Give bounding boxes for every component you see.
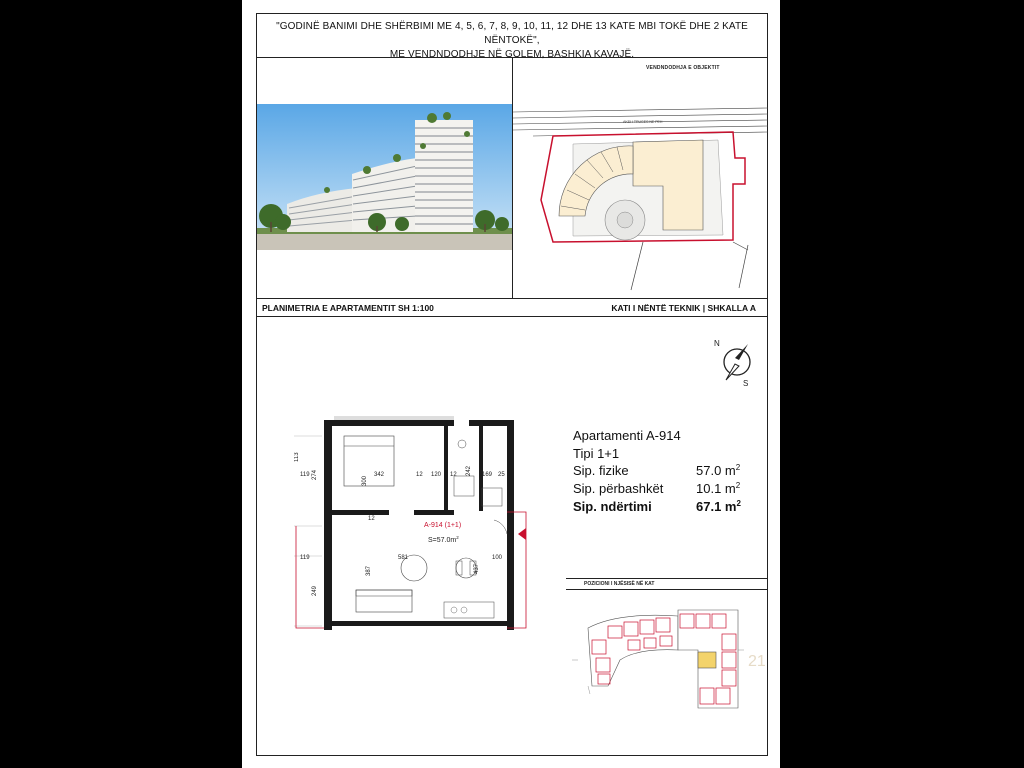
dim-242: 242 (466, 465, 472, 476)
divider-keyplan-label-top (566, 578, 768, 579)
dim-437: 437 (474, 563, 480, 574)
divider-section-title (256, 316, 768, 317)
apartment-type: Tipi 1+1 (573, 446, 620, 461)
info-label: Sip. përbashkët (573, 481, 664, 496)
dim-12-a: 12 (416, 472, 423, 478)
project-title (256, 20, 768, 62)
apartment-plan-title: PLANIMETRIA E APARTAMENTIT SH 1:100 (262, 303, 434, 313)
unit-area-sup: 2 (456, 535, 459, 540)
info-label: Sip. ndërtimi (573, 499, 652, 514)
project-title-line-1: "GODINË BANIMI DHE SHËRBIMI ME 4, 5, 6, 7, 8, 9, 10, 11, 12 DHE 13 KATE MBI TOKË DHE 2 KATE NËNTOKË", (276, 21, 748, 46)
document-sheet (242, 0, 780, 768)
unit-position-label: POZICIONI I NJËSISË NË KAT (584, 581, 655, 587)
info-value: 10.1 $m^2$ (696, 481, 741, 496)
info-row-common-area (573, 481, 753, 499)
road-label: AKSI I TRUGES NE PEH (623, 120, 663, 124)
highlighted-unit (698, 652, 716, 668)
info-row-physical-area (573, 463, 753, 481)
dim-342: 342 (374, 472, 385, 478)
divider-top-panels (256, 298, 768, 299)
dim-274: 274 (312, 469, 318, 480)
dim-120: 120 (431, 472, 442, 478)
project-title-line-2: ME VENDNDODHJE NË GOLEM, BASHKIA KAVAJË. (389, 49, 635, 60)
dim-581: 581 (398, 555, 409, 561)
north-arrow-icon (712, 336, 762, 388)
dim-387: 387 (366, 565, 372, 576)
apartment-floor-plan (294, 416, 529, 634)
apartment-title: Apartamenti A-914 (573, 428, 681, 443)
dim-12-b: 12 (450, 472, 457, 478)
floor-stair-title: KATI I NËNTË TEKNIK | SHKALLA A (611, 303, 756, 313)
floor-key-plan (568, 590, 768, 720)
dim-113: 113 (294, 452, 300, 462)
dim-100: 100 (492, 555, 503, 561)
dim-119-top: 119 (300, 472, 310, 478)
compass-north: N (714, 339, 720, 348)
info-label: Sip. fizike (573, 463, 629, 478)
site-plan-drawing (513, 60, 768, 298)
dim-249: 249 (312, 585, 318, 596)
dim-169: 169 (482, 472, 493, 478)
dim-25: 25 (498, 472, 505, 478)
building-render-image (257, 104, 512, 250)
info-value: 57.0 $m^2$ (696, 463, 741, 478)
svg-text:S=57.0m2 (428, 535, 459, 544)
unit-label: A-914 (1+1) (424, 522, 462, 529)
dim-119-bottom: 119 (300, 555, 310, 561)
unit-area-label: S=57.0m (428, 537, 457, 544)
dim-300: 300 (362, 475, 368, 486)
compass-south: S (743, 379, 749, 388)
info-value: 67.1 $m^2$ (696, 499, 741, 514)
watermark-text: 21 (748, 653, 766, 670)
info-row-built-area (573, 499, 753, 517)
site-location-label: VENDNDODHJA E OBJEKTIT (646, 65, 720, 71)
dim-12-c: 12 (368, 516, 375, 522)
